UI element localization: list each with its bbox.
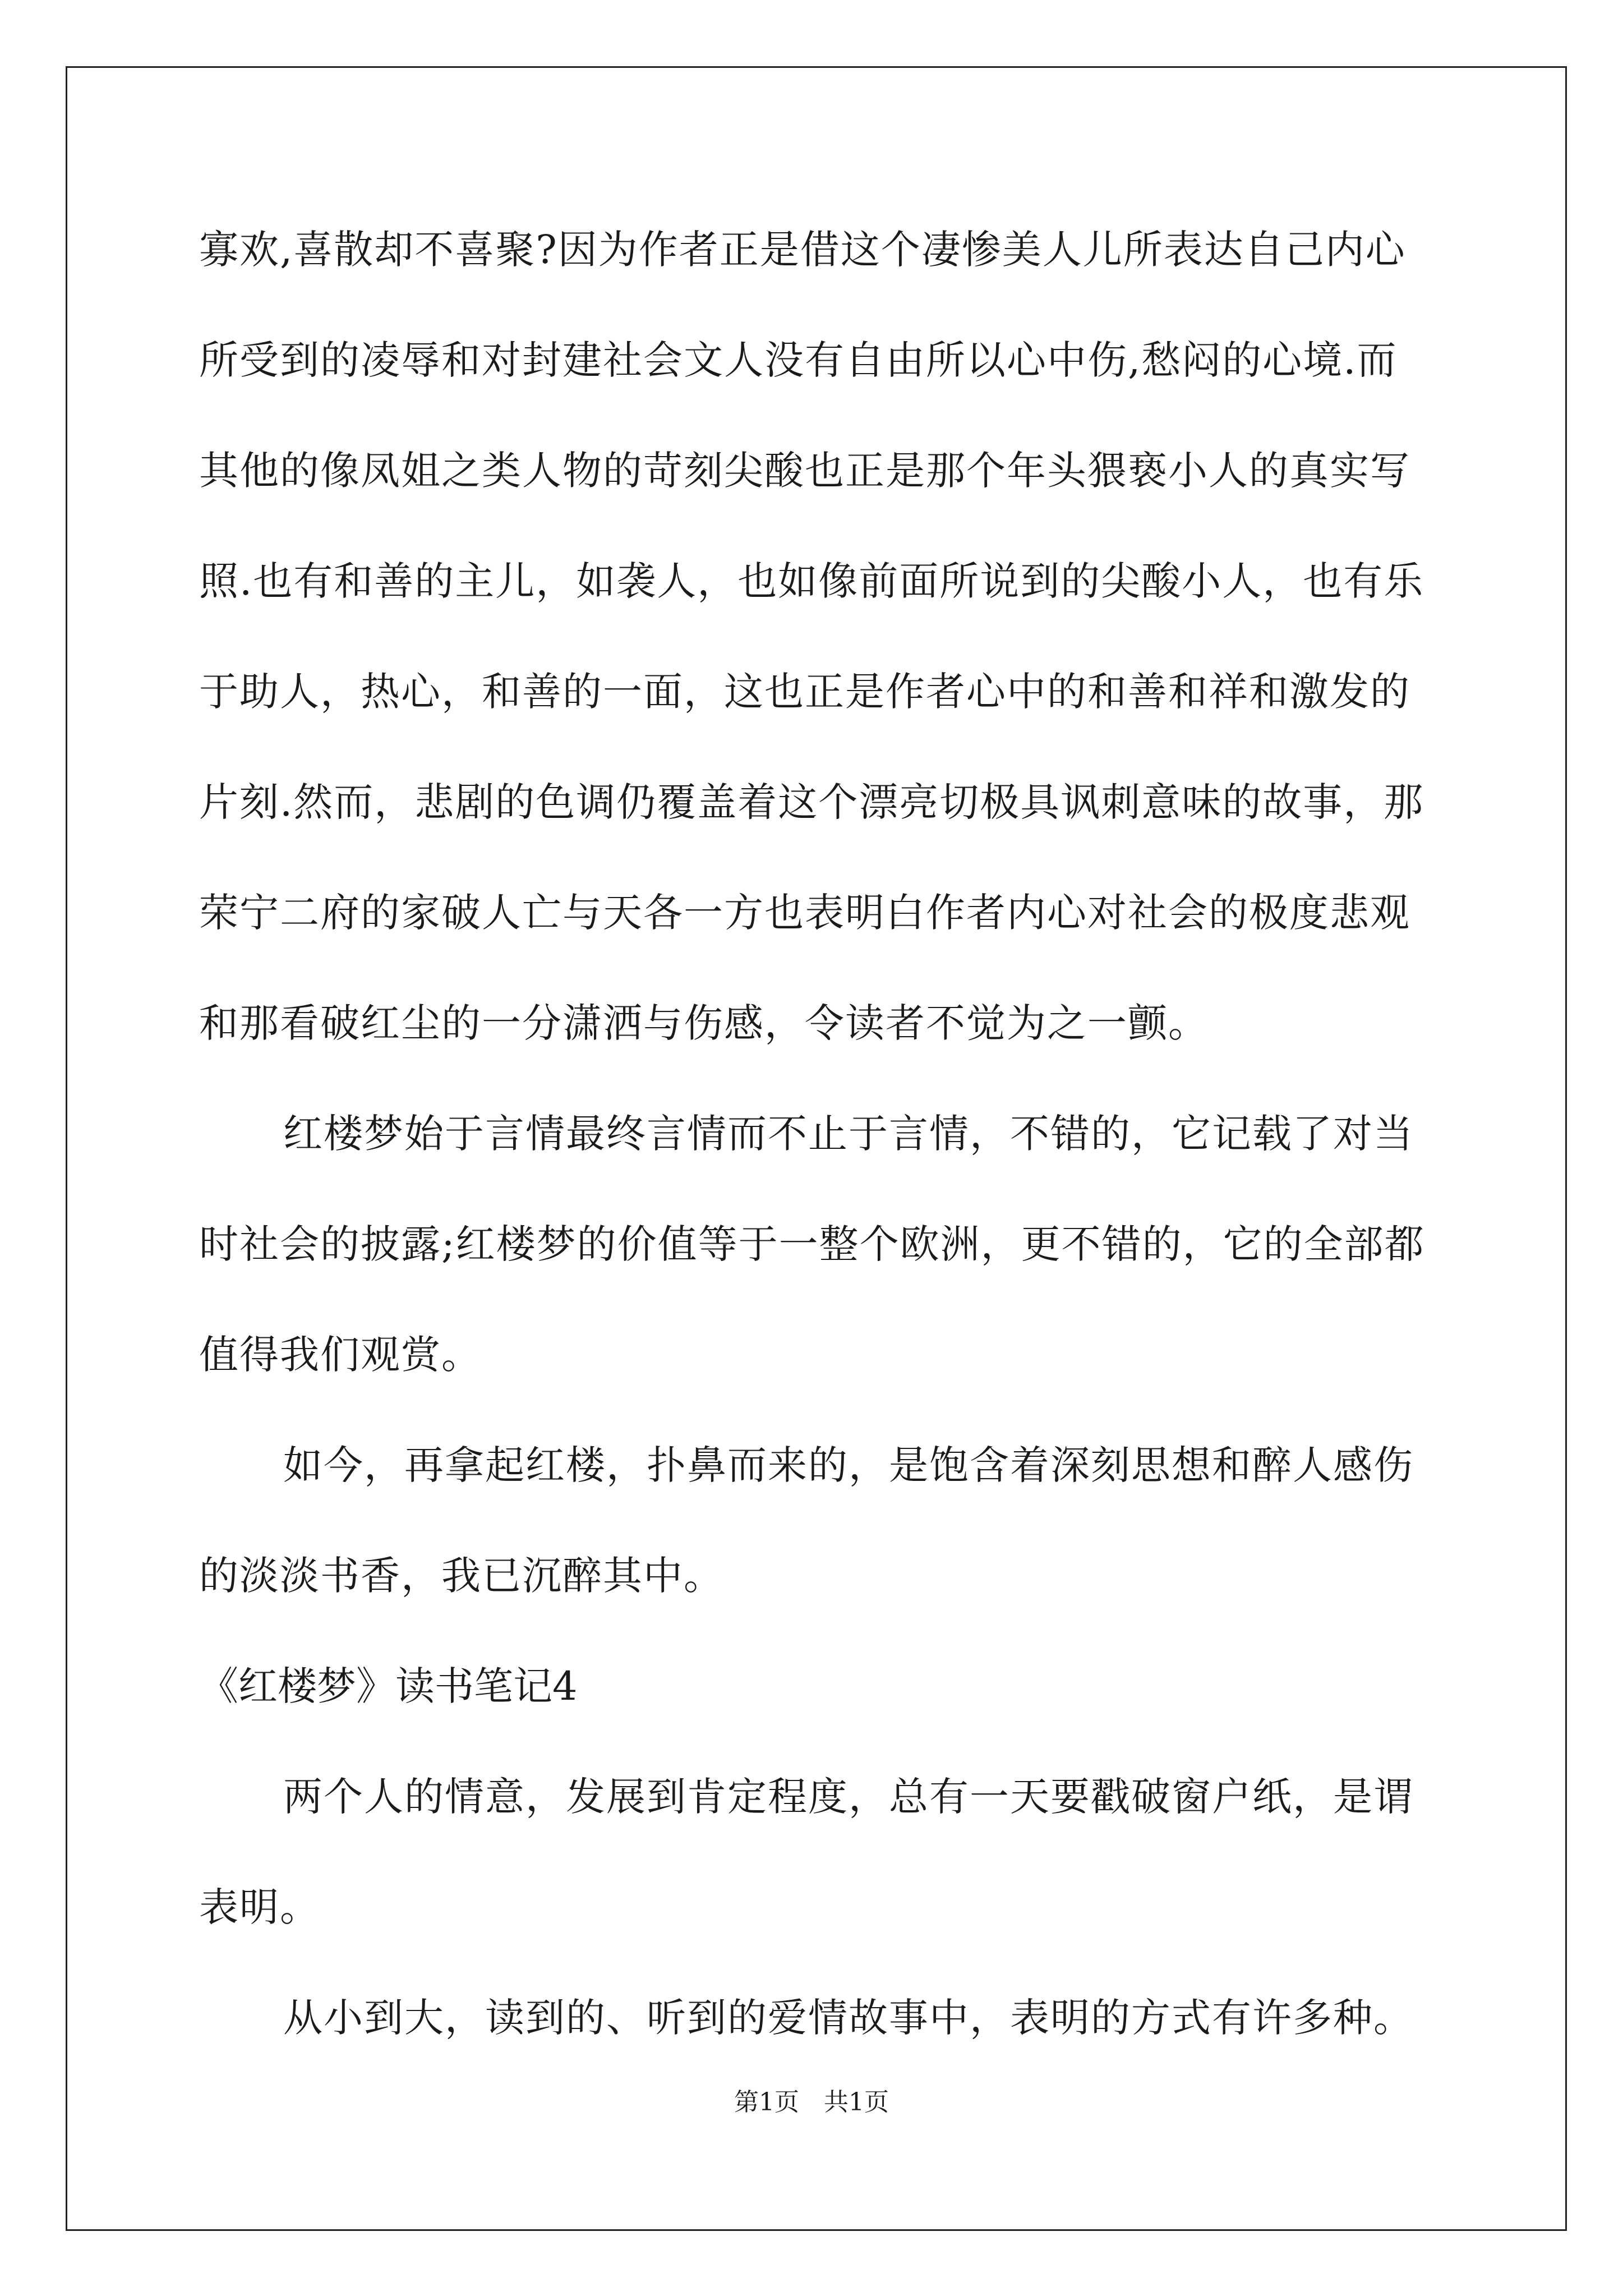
text-line: 值得我们观赏。	[199, 1332, 482, 1378]
text-line: 和那看破红尘的一分潇洒与伤感，令读者不觉为之一颤。	[199, 1000, 1209, 1046]
text-line: 时社会的披露;红楼梦的价值等于一整个欧洲，更不错的，它的全部都	[199, 1221, 1425, 1267]
text-line: 荣宁二府的家破人亡与天各一方也表明白作者内心对社会的极度悲观	[199, 890, 1410, 936]
text-line: 其他的像凤姐之类人物的苛刻尖酸也正是那个年头猥亵小人的真实写	[199, 448, 1410, 494]
text-line: 于助人，热心，和善的一面，这也正是作者心中的和善和祥和激发的	[199, 669, 1410, 715]
text-line: 的淡淡书香，我已沉醉其中。	[199, 1553, 724, 1599]
section-heading: 《红楼梦》读书笔记4	[199, 1663, 578, 1709]
text-line: 寡欢,喜散却不喜聚?因为作者正是借这个凄惨美人儿所表达自己内心	[199, 227, 1406, 273]
text-line-indented: 如今，再拿起红楼，扑鼻而来的，是饱含着深刻思想和醉人感伤	[283, 1442, 1414, 1488]
text-line-indented: 两个人的情意，发展到肯定程度，总有一天要戳破窗户纸，是谓	[283, 1774, 1414, 1820]
text-line: 照.也有和善的主儿，如袭人，也如像前面所说到的尖酸小人，也有乐	[199, 558, 1424, 604]
page-footer: 第1页 共1页	[734, 2088, 889, 2116]
text-line: 表明。	[199, 1884, 320, 1930]
text-line: 片刻.然而，悲剧的色调仍覆盖着这个漂亮切极具讽刺意味的故事，那	[199, 779, 1424, 825]
text-line: 所受到的凌辱和对封建社会文人没有自由所以心中伤,愁闷的心境.而	[199, 337, 1398, 383]
document-body	[199, 208, 1450, 2086]
text-line-indented: 红楼梦始于言情最终言情而不止于言情，不错的，它记载了对当	[283, 1111, 1414, 1157]
text-line-indented: 从小到大，读到的、听到的爱情故事中，表明的方式有许多种。	[283, 1995, 1414, 2041]
